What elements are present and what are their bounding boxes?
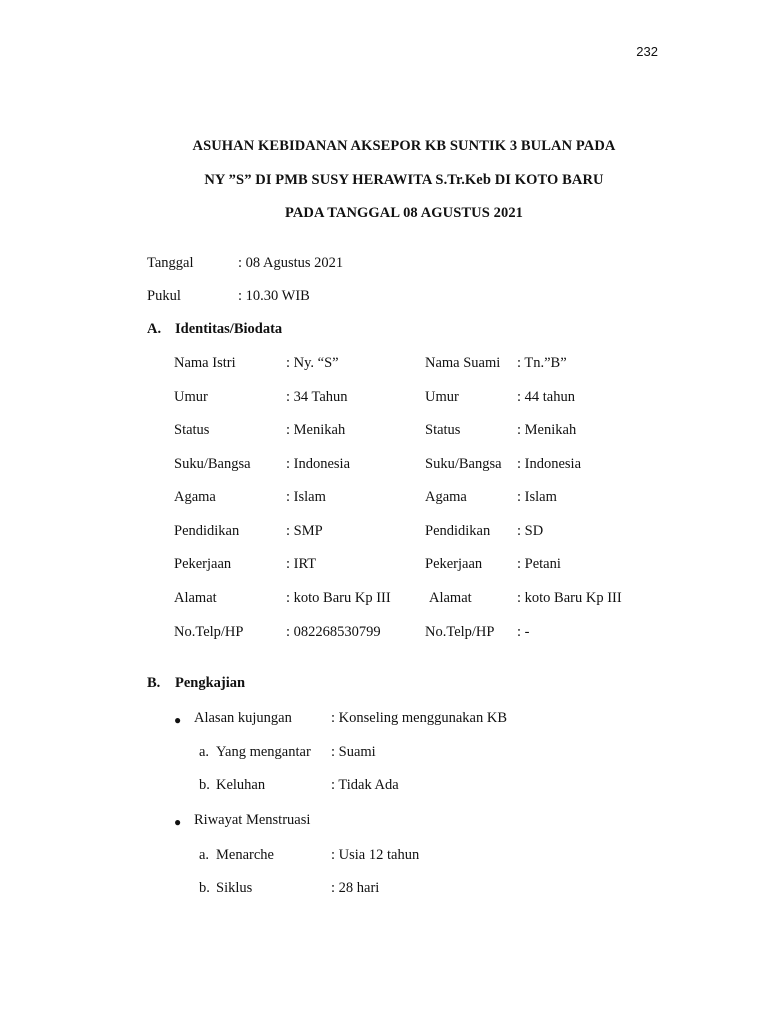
sub-item-value: : Usia 12 tahun bbox=[331, 847, 420, 863]
biodata-label-right: Status bbox=[425, 422, 461, 438]
biodata-label-left: Alamat bbox=[174, 590, 217, 606]
meta-date-value: : 08 Agustus 2021 bbox=[238, 255, 344, 271]
biodata-value-left: : Indonesia bbox=[286, 456, 351, 472]
biodata-value-right: : Indonesia bbox=[517, 456, 582, 472]
biodata-value-right: : Tn.”B” bbox=[517, 355, 567, 371]
sub-item-letter: b. bbox=[199, 880, 210, 896]
sub-item-letter: a. bbox=[199, 744, 210, 760]
biodata-value-left: : Islam bbox=[286, 489, 326, 505]
biodata-label-right: Pendidikan bbox=[425, 523, 491, 539]
biodata-value-left: : SMP bbox=[286, 523, 323, 539]
biodata-value-left: : koto Baru Kp III bbox=[286, 590, 391, 606]
bullet-icon: ● bbox=[174, 815, 182, 829]
meta-time-value: : 10.30 WIB bbox=[238, 288, 310, 304]
biodata-label-left: Status bbox=[174, 422, 210, 438]
sub-item-label: Keluhan bbox=[216, 777, 266, 793]
biodata-value-right: : koto Baru Kp III bbox=[517, 590, 622, 606]
biodata-label-right: Agama bbox=[425, 489, 467, 505]
pengkajian-item-value: : Konseling menggunakan KB bbox=[331, 710, 507, 726]
biodata-value-left: : 082268530799 bbox=[286, 624, 381, 640]
pengkajian-item-label: Alasan kujungan bbox=[194, 710, 292, 726]
sub-item-label: Menarche bbox=[216, 847, 274, 863]
biodata-label-left: No.Telp/HP bbox=[174, 624, 244, 640]
meta-date-label: Tanggal bbox=[147, 255, 194, 271]
sub-item-letter: b. bbox=[199, 777, 210, 793]
sub-item-letter: a. bbox=[199, 847, 210, 863]
biodata-label-right: Pekerjaan bbox=[425, 556, 483, 572]
biodata-label-right: Umur bbox=[425, 389, 459, 405]
document-title-line-1: ASUHAN KEBIDANAN AKSEPOR KB SUNTIK 3 BULAN PADA bbox=[192, 138, 616, 154]
document-title-line-2: NY ”S” DI PMB SUSY HERAWITA S.Tr.Keb DI KOTO BARU bbox=[204, 172, 604, 188]
biodata-label-left: Nama Istri bbox=[174, 355, 236, 371]
biodata-label-left: Pekerjaan bbox=[174, 556, 232, 572]
biodata-value-right: : 44 tahun bbox=[517, 389, 575, 405]
biodata-label-left: Suku/Bangsa bbox=[174, 456, 251, 472]
sub-item-value: : Suami bbox=[331, 744, 376, 760]
section-b-letter: B. bbox=[147, 675, 161, 691]
document-title-line-3: PADA TANGGAL 08 AGUSTUS 2021 bbox=[284, 205, 524, 221]
sub-item-value: : 28 hari bbox=[331, 880, 380, 896]
biodata-label-right: Alamat bbox=[429, 590, 472, 606]
biodata-value-left: : Ny. “S” bbox=[286, 355, 339, 371]
biodata-value-right: : SD bbox=[517, 523, 544, 539]
biodata-value-right: : - bbox=[517, 624, 530, 640]
biodata-label-left: Pendidikan bbox=[174, 523, 240, 539]
sub-item-label: Siklus bbox=[216, 880, 253, 896]
section-a-heading: Identitas/Biodata bbox=[175, 321, 283, 337]
biodata-label-left: Agama bbox=[174, 489, 216, 505]
section-a-letter: A. bbox=[147, 321, 162, 337]
sub-item-label: Yang mengantar bbox=[216, 744, 311, 760]
biodata-value-left: : 34 Tahun bbox=[286, 389, 348, 405]
biodata-label-right: Nama Suami bbox=[425, 355, 501, 371]
biodata-value-right: : Petani bbox=[517, 556, 561, 572]
biodata-label-right: No.Telp/HP bbox=[425, 624, 495, 640]
sub-item-value: : Tidak Ada bbox=[331, 777, 399, 793]
biodata-value-right: : Islam bbox=[517, 489, 557, 505]
section-b-heading: Pengkajian bbox=[175, 675, 246, 691]
biodata-value-left: : IRT bbox=[286, 556, 317, 572]
meta-time-label: Pukul bbox=[147, 288, 181, 304]
bullet-icon: ● bbox=[174, 713, 182, 727]
pengkajian-item-label: Riwayat Menstruasi bbox=[194, 812, 311, 828]
biodata-value-right: : Menikah bbox=[517, 422, 577, 438]
page-number: 232 bbox=[636, 44, 658, 59]
biodata-value-left: : Menikah bbox=[286, 422, 346, 438]
biodata-label-left: Umur bbox=[174, 389, 208, 405]
biodata-label-right: Suku/Bangsa bbox=[425, 456, 502, 472]
